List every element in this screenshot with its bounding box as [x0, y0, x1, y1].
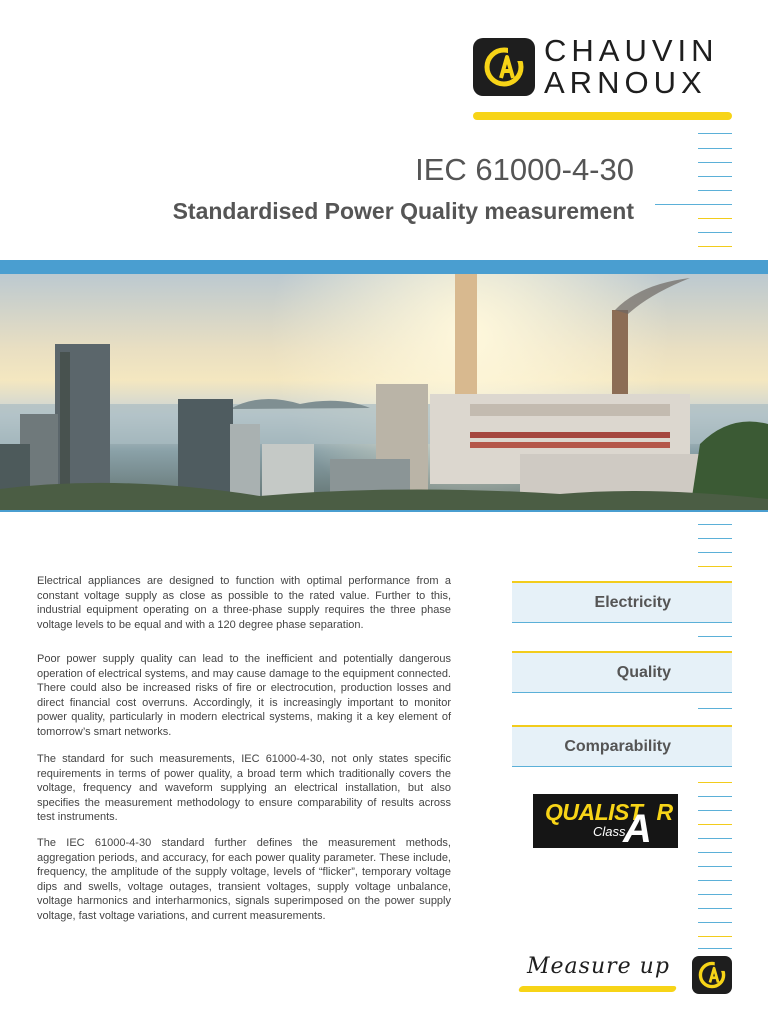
page-subtitle: Standardised Power Quality measurement: [172, 198, 634, 224]
keyword-box-comparability: [512, 725, 732, 767]
brand-name-line2: ARNOUX: [544, 65, 707, 100]
brand-logo-mark: [473, 38, 535, 96]
ca-logo-icon: [697, 960, 727, 990]
power-plant-illustration: [0, 274, 768, 510]
paragraph-2: Poor power supply quality can lead to the inefficient and potentially dangerous operation of electrical systems, and may cause damage to the equipment connected. There could also be increased risks of fire or electrocution, production losses and direct financial cost overruns. Accordingly, it is increasingly important to monitor power quality, particularly in modern electrical systems, making it a key element of tomorrow’s smart networks.: [37, 653, 451, 738]
keyword-label: Quality: [616, 663, 671, 681]
ca-logo-icon: [482, 45, 526, 89]
keyword-label: Comparability: [564, 737, 671, 755]
brand-name-line1: CHAUVIN: [544, 33, 719, 68]
brand-underline: [473, 112, 732, 120]
class-letter: A: [623, 807, 652, 851]
page-title: IEC 61000-4-30: [415, 152, 634, 187]
photo-top-band: [0, 260, 768, 274]
paragraph-4: The IEC 61000-4-30 standard further defines the measurement methods, aggregation periods, and accuracy, for each power quality parameter. These include, frequency, the amplitude of the supply voltage, levels of “flicker”, temporary voltage dips and swells, voltage outages, transient voltages, supply voltage unbalance, voltage harmonics and interharmonics, signals superimposed on the power supply voltage, fast voltage variations, and current measurements.: [37, 837, 451, 922]
paragraph-1: Electrical appliances are designed to function with optimal performance from a constant voltage supply as close as possible to the rated value. Further to this, industrial equipment operating on a three-phase supply requires the three phase voltage levels to be equal and with a 120 degree phase separation.: [37, 575, 451, 631]
power-plant-photo: [0, 274, 768, 510]
tagline-underline: [518, 986, 677, 992]
keyword-label: Electricity: [594, 593, 671, 611]
class-label: Class: [593, 824, 626, 839]
keyword-box-electricity: [512, 581, 732, 623]
keyword-box-quality: [512, 651, 732, 693]
tagline: Measure up: [527, 954, 670, 979]
qualistar-text: QUALIST R: [545, 799, 673, 825]
paragraph-3: The standard for such measurements, IEC 61000-4-30, not only states specific requirements in terms of power quality, a broad term which traditionally covers the voltage, frequency and waveform supplying an electrical installation, but also specifies the measurement methodology to ensure comparability of results across test instruments.: [37, 753, 451, 824]
footer-logo-mark: [692, 956, 732, 994]
qualistar-class-a-badge: [533, 794, 678, 851]
photo-bottom-line: [0, 510, 768, 512]
